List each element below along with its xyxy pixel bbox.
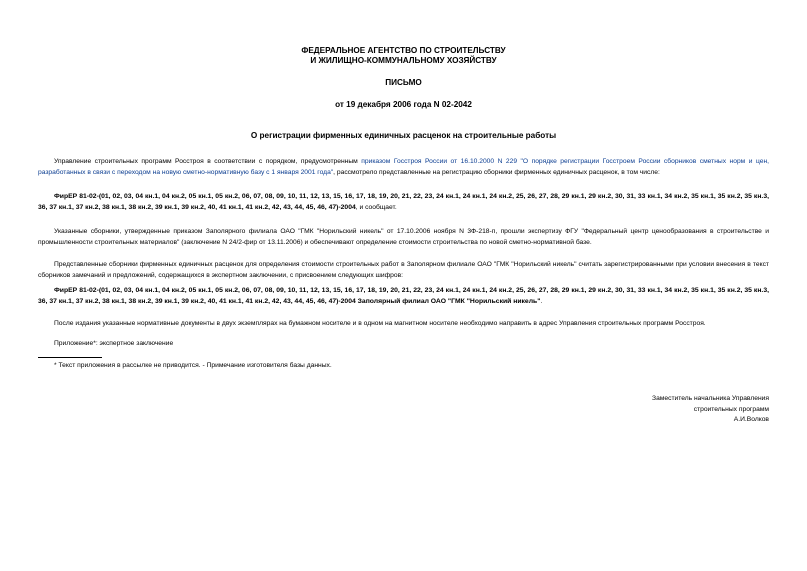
paragraph-4: [38, 319, 769, 330]
document-subject: О регистрации фирменных единичных расценок на строительные работы: [250, 131, 557, 140]
paragraph-code-2: [38, 286, 769, 307]
agency-line-1: ФЕДЕРАЛЬНОЕ АГЕНТСТВО ПО СТРОИТЕЛЬСТВУ: [301, 46, 506, 55]
paragraph-2-text: Указанные сборники, утвержденные приказом Заполярного филиала ОАО "ГМК "Норильский никель" от 17.10.2006 ноября N 3Ф-218-п, прошли экспертизу ФГУ "Федеральный центр ценообразования в строительстве и промышленности строительных материалов" (заключение N 24/2-фир от 13.11.2006) и обеспечивают определение стоимости строительства по новой сметно-нормативной базе.: [38, 228, 769, 246]
paragraph-1: [38, 157, 769, 178]
code-1-suffix: , и сообщает.: [355, 203, 397, 211]
order-229-link[interactable]: приказом Госстроя России от 16.10.2000 N 229 "О порядке регистрации Госстроем России сборников сметных норм и цен, разработанных в связи с переходом на новую сметно-нормативную базу с 1 января 2001 года": [38, 158, 769, 176]
attachment-note: [38, 339, 769, 350]
agency-line-2: И ЖИЛИЩНО-КОММУНАЛЬНОМУ ХОЗЯЙСТВУ: [310, 56, 497, 65]
signature-title-line-1: Заместитель начальника Управления: [652, 395, 769, 402]
paragraph-2: [38, 227, 769, 248]
collection-code-2: ФирЕР 81-02-(01, 02, 03, 04 кн.1, 04 кн.2, 05 кн.1, 05 кн.2, 06, 07, 08, 09, 10, 11, 12, 13, 15, 16, 17, 18, 19, 20, 21, 22, 23, 24 кн.1, 24 кн.1, 24 кн.2, 25, 26, 27, 28, 29 кн.1, 29 кн.2, 30, 31, 33 кн.1, 34 кн.2, 35 кн.1, 35 кн.2, 35 кн.3, 36, 37 кн.1, 37 кн.2, 38 кн.1, 38 кн.2, 39 кн.1, 39 кн.2, 40, 41 кн.1, 41 кн.2, 42, 43, 44, 45, 46, 47)-2004 Заполярный филиал ОАО "ГМК "Норильский никель": [38, 287, 769, 305]
attachment-text: Приложение*: экспертное заключение: [54, 340, 174, 347]
footnote: [38, 361, 769, 372]
document-date-number: от 19 декабря 2006 года N 02-2042: [335, 100, 472, 109]
paragraph-code-1: [38, 192, 769, 213]
signature-name: А.И.Волков: [733, 416, 769, 423]
paragraph-3-text: Представленные сборники фирменных единичных расценок для определения стоимости строительных работ в Заполярном филиале ОАО "ГМК "Норильский никель" считать зарегистрированными при условии внесения в текст сборников замечаний и предложений, содержащихся в экспертном заключении, с присвоением следующих шифров:: [38, 261, 769, 279]
paragraph-1-intro: Управление строительных программ Росстроя в соответствии с порядком, предусмотренным: [54, 158, 362, 165]
signature-block: [652, 394, 769, 426]
collection-code-1: ФирЕР 81-02-(01, 02, 03, 04 кн.1, 04 кн.2, 05 кн.1, 05 кн.2, 06, 07, 08, 09, 10, 11, 12, 13, 15, 16, 17, 18, 19, 20, 21, 22, 23, 24 кн.1, 24 кн.1, 24 кн.2, 25, 26, 27, 28, 29 кн.1, 29 кн.2, 30, 31, 33 кн.1, 34 кн.2, 35 кн.1, 35 кн.2, 35 кн.3, 36, 37 кн.1, 37 кн.2, 38 кн.1, 38 кн.2, 39 кн.1, 39 кн.2, 40, 41 кн.1, 41 кн.2, 42, 43, 44, 45, 46, 47)-2004: [38, 193, 769, 211]
code-2-suffix: .: [540, 297, 543, 305]
footnote-text: * Текст приложения в рассылке не приводится. - Примечание изготовителя базы данных.: [54, 362, 332, 369]
signature-title-line-2: строительных программ: [693, 405, 769, 413]
paragraph-1-outro: , рассмотрело представленные на регистрацию сборники фирменных единичных расценок, в том числе:: [333, 168, 660, 176]
footnote-divider: [38, 357, 102, 358]
document-type: ПИСЬМО: [385, 78, 422, 87]
paragraph-4-text: После издания указанные нормативные документы в двух экземплярах на бумажном носителе и в одном на магнитном носителе необходимо направить в адрес Управления строительных программ Росстроя.: [54, 320, 706, 327]
paragraph-3: [38, 260, 769, 281]
